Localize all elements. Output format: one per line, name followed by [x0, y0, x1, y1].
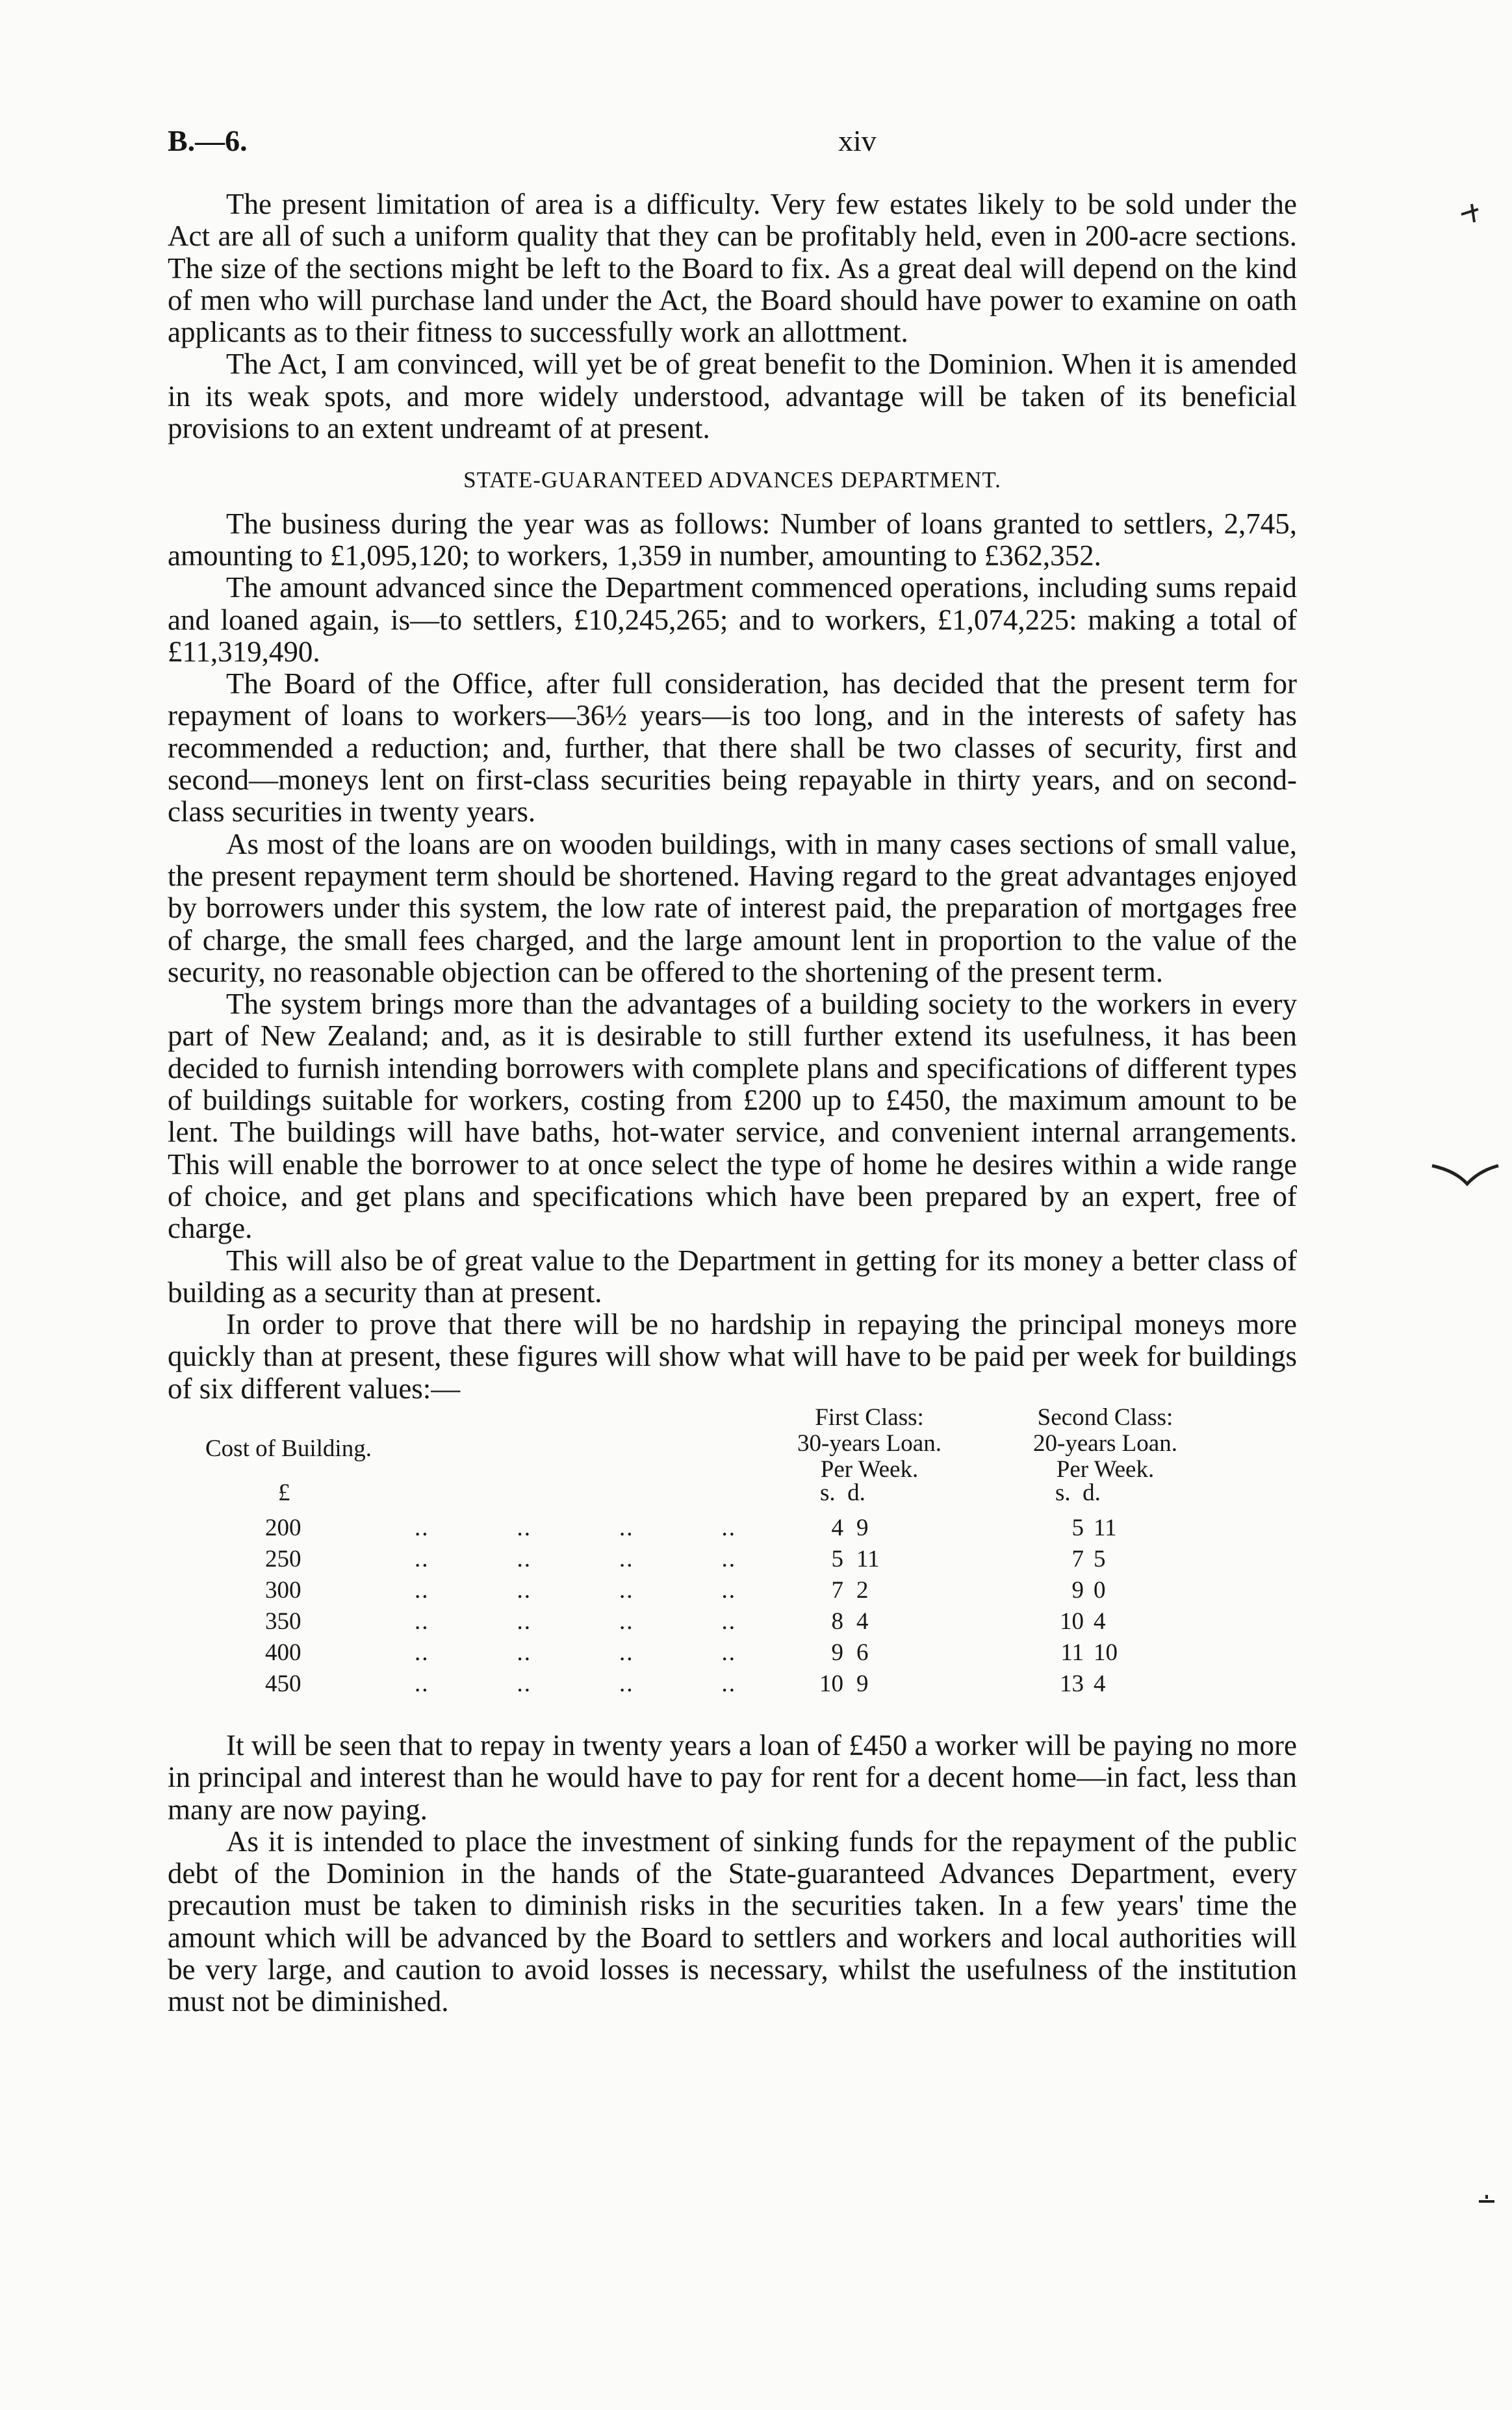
paragraph: The amount advanced since the Department commenced operations, including sums repaid and loaned again, is—to settlers, £10,245,265; and to workers, £1,074,225: making a total of £11,319,490.	[168, 571, 1297, 668]
second-class-unit-label: s. d.	[1055, 1479, 1101, 1506]
paragraph: It will be seen that to repay in twenty years a loan of £450 a worker will be paying no more in principal and interest than he would have to pay for rent for a decent home—in fact, less than many are now paying.	[168, 1728, 1297, 1826]
table-row: 450 .. .. .. .. 10 9 13 4	[265, 1670, 1106, 1697]
paragraph: As it is intended to place the investment of sinking funds for the repayment of the public debt of the Dominion in the hands of the State-guaranteed Advances Department, every precaution must be taken to diminish risks in the securities taken. In a few years' time the amount which will be advanced by the Board to settlers and workers and local authorities will be very large, and caution to avoid losses is necessary, whilst the usefulness of the institution must not be diminished.	[168, 1825, 1297, 2018]
pound-unit-label: £	[278, 1479, 290, 1506]
paragraph: The Board of the Office, after full consideration, has decided that the present term for repayment of loans to workers—36½ years—is too long, and in the interests of safety has recommended a reduction; and, further, that there shall be two classes of security, first and second—moneys lent on first-class securities being repayable in thirty years, and on second-class securities in twenty years.	[168, 667, 1297, 828]
first-class-unit-label: s. d.	[820, 1479, 865, 1506]
paragraph: The system brings more than the advantages of a building society to the workers in every part of New Zealand; and, as it is desirable to still further extend its usefulness, it has been decided to furnish intending borrowers with complete plans and specifications of different types of buildings suitable for workers, costing from £200 up to £450, the maximum amount to be lent. The buildings will have baths, hot-water service, and convenient internal arrangements. This will enable the borrower to at once select the type of home he desires within a wide range of choice, and get plans and specifications which have been prepared by an expert, free of charge.	[168, 988, 1297, 1245]
cost-column-header: Cost of Building.	[205, 1435, 372, 1462]
first-class-header: First Class: 30-years Loan. Per Week.	[797, 1404, 942, 1483]
paragraph: In order to prove that there will be no hardship in repaying the principal moneys more quickly than at present, these figures will show what will have to be paid per week for buildings of six different values:—	[168, 1308, 1297, 1405]
table-row: 350 .. .. .. .. 8 4 10 4	[265, 1608, 1106, 1635]
section-heading: STATE-GUARANTEED ADVANCES DEPARTMENT.	[463, 467, 1001, 493]
paragraph: The present limitation of area is a difficulty. Very few estates likely to be sold under the Act are all of such a uniform quality that they can be profitably held, even in 200-acre sections. The size of the sections might be left to the Board to fix. As a great deal will depend on the kind of men who will purchase land under the Act, the Board should have power to examine on oath applicants as to their fitness to successfully work an allottment.	[168, 188, 1297, 349]
document-reference: B.—6.	[168, 124, 248, 157]
table-row: 200 .. .. .. .. 4 9 5 11	[265, 1514, 1117, 1541]
page-number: xiv	[838, 124, 877, 157]
table-row: 300 .. .. .. .. 7 2 9 0	[265, 1576, 1106, 1604]
margin-tick-mark	[1459, 200, 1485, 226]
paragraph: This will also be of great value to the Department in getting for its money a better class of building as a security than at present.	[168, 1244, 1297, 1309]
paragraph: As most of the loans are on wooden buildings, with in many cases sections of small value, the present repayment term should be shortened. Having regard to the great advantages enjoyed by borrowers under this system, the low rate of interest paid, the preparation of mortgages free of charge, the small fees charged, and the large amount lent in proportion to the value of the security, no reasonable objection can be offered to the shortening of the present term.	[168, 827, 1297, 988]
document-body	[168, 188, 1297, 2018]
margin-brace-mark	[1429, 1157, 1501, 1196]
second-class-header: Second Class: 20-years Loan. Per Week.	[1033, 1404, 1177, 1483]
margin-dot-mark	[1475, 2190, 1501, 2209]
paragraph: The business during the year was as follows: Number of loans granted to settlers, 2,745, amounting to £1,095,120; to workers, 1,359 in number, amounting to £362,352.	[168, 507, 1297, 572]
paragraph: The Act, I am convinced, will yet be of great benefit to the Dominion. When it is amended in its weak spots, and more widely understood, advantage will be taken of its beneficial provisions to an extent undreamt of at present.	[168, 348, 1297, 445]
table-row: 400 .. .. .. .. 9 6 11 10	[265, 1639, 1118, 1666]
table-row: 250 .. .. .. .. 5 11 7 5	[265, 1545, 1106, 1572]
repayment-table	[168, 1405, 1297, 1730]
page-header	[168, 123, 1344, 162]
